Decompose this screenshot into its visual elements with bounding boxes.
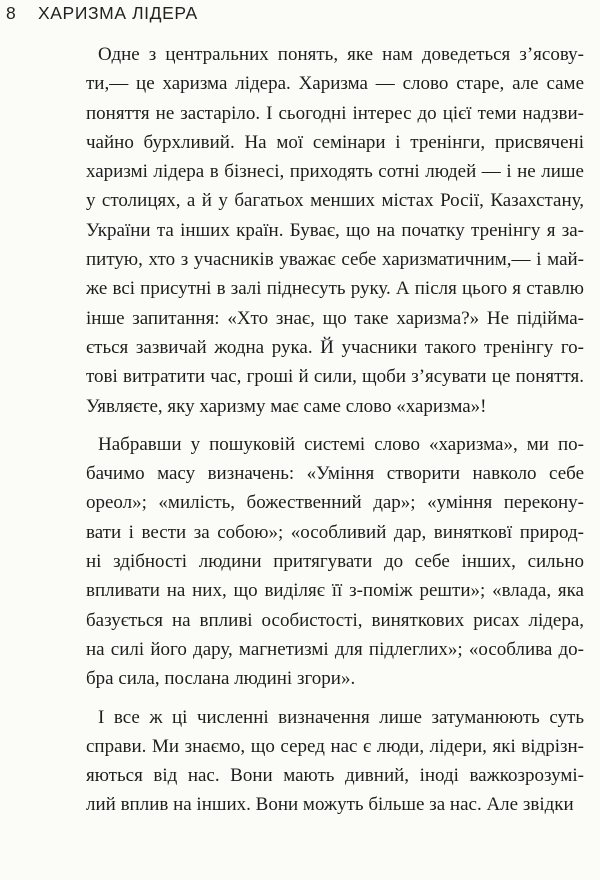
text-line: України та інших країн. Буває, що на початку тренінгу я за- <box>86 219 584 241</box>
text-line: ні здібності людини притягувати до себе інших, сильно <box>86 551 584 573</box>
paragraph <box>86 40 584 421</box>
text-line: І все ж ці численні визначення лише затуманюють суть <box>98 706 584 728</box>
text-line: же всі присутні в залі піднесуть руку. А після цього я ставлю <box>86 278 584 300</box>
running-header <box>6 3 198 29</box>
text-line: Набравши у пошуковій системі слово «харизма», ми по- <box>98 433 584 455</box>
text-line: Уявляєте, яку харизму має саме слово «харизма»! <box>86 395 487 417</box>
text-line: яються від нас. Вони мають дивний, іноді важкозрозумі- <box>86 765 584 787</box>
text-line: ється зазвичай жодна рука. Й учасники такого тренінгу го- <box>86 336 584 358</box>
text-line: інше запитання: «Хто знає, що таке харизма?» Не підійма- <box>86 307 584 329</box>
text-line: ти,— це харизма лідера. Харизма — слово старе, але саме <box>86 73 584 95</box>
paragraph <box>86 430 584 694</box>
text-line: лий вплив на інших. Вони можуть більше за нас. Але звідки <box>86 794 574 816</box>
text-line: чайно бурхливий. На мої семінари і тренінги, присвячені <box>86 131 584 153</box>
paragraph <box>86 703 584 820</box>
text-line: Одне з центральних понять, яке нам доведеться з’ясову- <box>98 44 584 65</box>
text-line: базується на впливі особистості, виняткових рисах лідера, <box>86 609 584 631</box>
text-line: тові витратити час, гроші й сили, щоби з’ясувати це поняття. <box>86 366 584 388</box>
page-number: 8 <box>6 3 17 23</box>
text-line: питую, хто з учасників уважає себе харизматичним,— і май- <box>86 249 584 271</box>
text-line: ореол»; «милість, божественний дар»; «уміння перекону- <box>86 492 584 514</box>
text-line: поняття не застаріло. І сьогодні інтерес до цієї теми надзви- <box>86 102 584 124</box>
text-line: бачимо масу визначень: «Уміння створити навколо себе <box>86 463 584 485</box>
text-line: вати і вести за собою»; «особливий дар, винятковї природ- <box>86 521 584 543</box>
text-line: у столицях, а й у багатьох менших містах Росії, Казахстану, <box>86 190 584 212</box>
text-line: харизмі лідера в бізнесі, приходять сотні людей — і не лише <box>86 161 584 183</box>
text-line: бра сила, послана людині згори». <box>86 668 356 690</box>
text-line: на силі його дару, магнетизмі для підлеглих»; «особлива до- <box>86 638 584 660</box>
text-line: справи. Ми знаємо, що серед нас є люди, лідери, які відрізн- <box>86 735 584 757</box>
running-title: ХАРИЗМА ЛІДЕРА <box>38 3 198 23</box>
body-text <box>86 40 584 820</box>
text-line: впливати на них, що виділяє її з-поміж решти»; «влада, яка <box>86 580 584 602</box>
